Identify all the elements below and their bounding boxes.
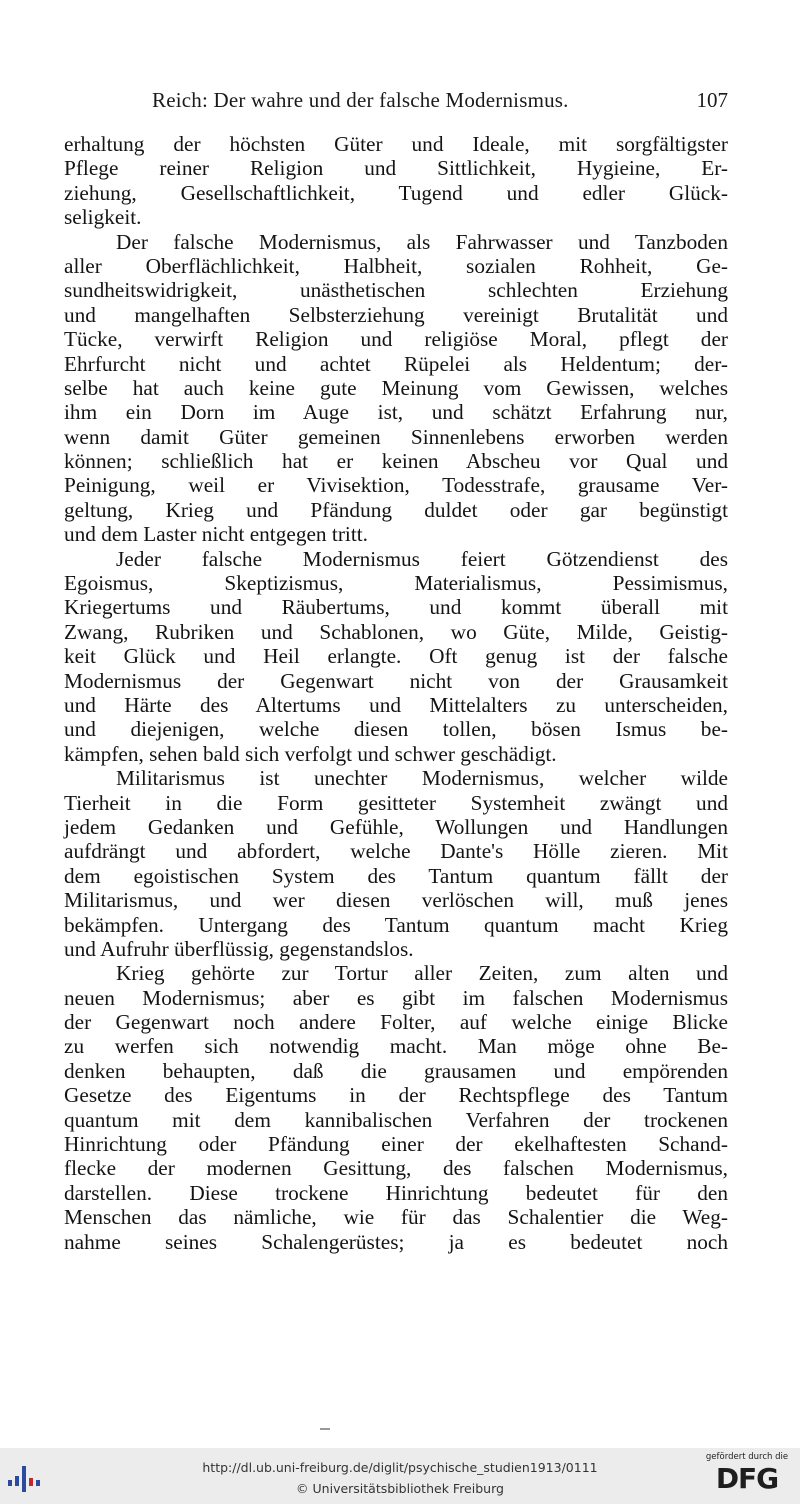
page-header <box>64 88 728 118</box>
text-line: aller Oberflächlichkeit, Halbheit, sozialen Rohheit, Ge- <box>64 253 728 278</box>
sponsor-block <box>704 1452 790 1494</box>
text-line: quantum mit dem kannibalischen Verfahren der trockenen <box>64 1107 728 1132</box>
text-line: und diejenigen, welche diesen tollen, bösen Ismus be- <box>64 717 728 742</box>
text-line: Zwang, Rubriken und Schablonen, wo Güte, Milde, Geistig- <box>64 619 728 644</box>
text-line: wenn damit Güter gemeinen Sinnenlebens erworben werden <box>64 424 728 449</box>
footer-copyright: © Universitätsbibliothek Freiburg <box>296 1481 504 1496</box>
footer-url[interactable]: http://dl.ub.uni-freiburg.de/diglit/psychische_studien1913/0111 <box>202 1460 598 1475</box>
text-line: Gesetze des Eigentums in der Rechtspflege des Tantum <box>64 1083 728 1108</box>
dfg-logo: DFG <box>715 1462 779 1495</box>
page-number: 107 <box>696 88 728 112</box>
running-title: Reich: Der wahre und der falsche Modernismus. <box>152 88 569 112</box>
text-line: Tierheit in die Form gesitteter Systemheit zwängt und <box>64 790 728 815</box>
text-line: und dem Laster nicht entgegen tritt. <box>64 522 368 547</box>
scan-mark <box>320 1428 330 1430</box>
text-line: Ehrfurcht nicht und achtet Rüpelei als Heldentum; der- <box>64 351 728 376</box>
text-line: ihm ein Dorn im Auge ist, und schätzt Erfahrung nur, <box>64 400 728 425</box>
text-line: neuen Modernismus; aber es gibt im falschen Modernismus <box>64 985 728 1010</box>
text-line: geltung, Krieg und Pfändung duldet oder gar begünstigt <box>64 497 728 522</box>
text-line: Egoismus, Skeptizismus, Materialismus, Pessimismus, <box>64 571 728 596</box>
text-line: und mangelhaften Selbsterziehung vereinigt Brutalität und <box>64 302 728 327</box>
text-line: kämpfen, sehen bald sich verfolgt und schwer geschädigt. <box>64 741 557 766</box>
text-line: Kriegertums und Räubertums, und kommt überall mit <box>64 595 728 620</box>
text-line: erhaltung der höchsten Güter und Ideale, mit sorgfältigster <box>64 132 728 156</box>
text-line: bekämpfen. Untergang des Tantum quantum macht Krieg <box>64 912 728 937</box>
text-line: sundheitswidrigkeit, unästhetischen schlechten Erziehung <box>64 278 728 303</box>
text-line: Modernismus der Gegenwart nicht von der Grausamkeit <box>64 668 728 693</box>
text-line: seligkeit. <box>64 205 142 230</box>
sponsor-text: gefördert durch die <box>705 1452 789 1462</box>
text-line: und Aufruhr überflüssig, gegenstandslos. <box>64 936 414 961</box>
text-line: nahme seines Schalengerüstes; ja es bedeutet noch <box>64 1229 728 1254</box>
text-line: Der falsche Modernismus, als Fahrwasser und Tanzboden <box>116 229 728 254</box>
text-line: dem egoistischen System des Tantum quantum fällt der <box>64 863 728 888</box>
text-line: Jeder falsche Modernismus feiert Götzendienst des <box>116 546 728 571</box>
text-line: Krieg gehörte zur Tortur aller Zeiten, zum alten und <box>116 961 728 986</box>
text-line: der Gegenwart noch andere Folter, auf welche einige Blicke <box>64 1010 728 1035</box>
text-line: Pflege reiner Religion und Sittlichkeit, Hygieine, Er- <box>64 156 728 181</box>
text-line: ziehung, Gesellschaftlichkeit, Tugend und edler Glück- <box>64 180 728 205</box>
text-line: darstellen. Diese trockene Hinrichtung bedeutet für den <box>64 1180 728 1205</box>
text-line: denken behaupten, daß die grausamen und empörenden <box>64 1058 728 1083</box>
text-line: selbe hat auch keine gute Meinung vom Gewissen, welches <box>64 375 728 400</box>
body-text <box>64 132 728 1254</box>
text-line: flecke der modernen Gesittung, des falschen Modernismus, <box>64 1156 728 1181</box>
text-line: Militarismus ist unechter Modernismus, welcher wilde <box>116 766 728 791</box>
text-line: Menschen das nämliche, wie für das Schalentier die Weg- <box>64 1205 728 1230</box>
text-line: zu werfen sich notwendig macht. Man möge ohne Be- <box>64 1034 728 1059</box>
footer-bar <box>0 1448 800 1504</box>
text-line: Hinrichtung oder Pfändung einer der ekelhaftesten Schand- <box>64 1132 728 1157</box>
text-line: Tücke, verwirft Religion und religiöse Moral, pflegt der <box>64 327 728 352</box>
text-line: aufdrängt und abfordert, welche Dante's Hölle zieren. Mit <box>64 839 728 864</box>
text-line: Peinigung, weil er Vivisektion, Todesstrafe, grausame Ver- <box>64 473 728 498</box>
text-line: und Härte des Altertums und Mittelalters zu unterscheiden, <box>64 692 728 717</box>
text-line: können; schließlich hat er keinen Abscheu vor Qual und <box>64 449 728 474</box>
text-line: keit Glück und Heil erlangte. Oft genug ist der falsche <box>64 644 728 669</box>
text-line: Militarismus, und wer diesen verlöschen will, muß jenes <box>64 888 728 913</box>
text-line: jedem Gedanken und Gefühle, Wollungen und Handlungen <box>64 814 728 839</box>
